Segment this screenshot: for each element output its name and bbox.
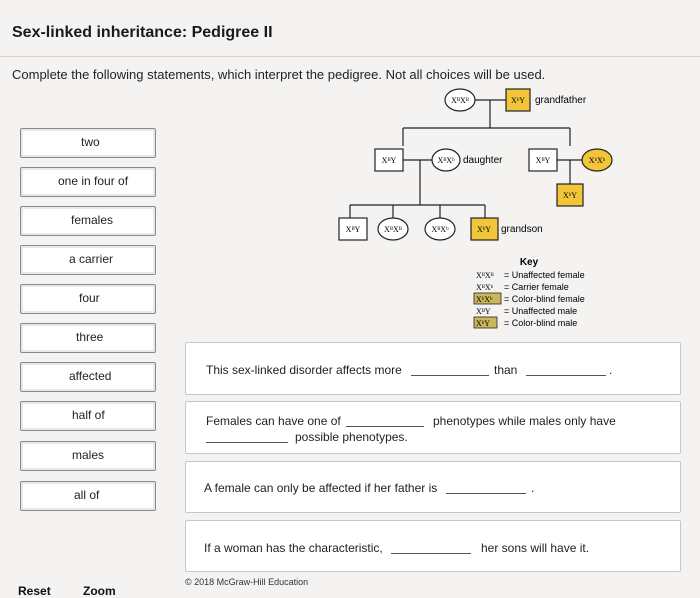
key-genotype: XᴮXᵇ [476,283,494,292]
daughter-label: daughter [463,155,503,166]
choice-label: all of [74,488,100,502]
statement-3-box [185,461,681,513]
daughter-genotype: XᴮXᵇ [437,156,455,165]
choice-label: two [81,135,100,149]
gen3-son-genotype: XᵇY [562,191,578,200]
grandson-genotype: XᵇY [476,225,492,234]
page-title: Sex-linked inheritance: Pedigree II [12,24,273,41]
statement-2-text-a: Females can have one of [206,414,341,428]
gen2-female-genotype: XᵇXᵇ [588,156,606,165]
choice-label: a carrier [69,252,114,266]
zoom-button[interactable]: Zoom [83,584,116,598]
statement-1-blank-2[interactable] [526,375,606,376]
key-desc: = Unaffected female [504,270,585,280]
statement-1-box [185,342,681,395]
choice-label: males [72,448,105,462]
statement-2-box [185,401,681,454]
statement-3-blank-1[interactable] [446,493,526,494]
choice-label: half of [72,408,105,422]
statement-4-text-b: her sons will have it. [481,541,590,555]
choice-all-of[interactable] [20,481,156,511]
grandfather-genotype: XᵇY [510,96,526,105]
gen4-son-genotype: XᴮY [345,225,361,234]
gen2-male-genotype: XᴮY [381,156,397,165]
statement-2-blank-2[interactable] [206,442,288,443]
statement-1-text-c: . [609,363,613,377]
statement-3-text-b: . [531,481,535,495]
choice-males[interactable] [20,441,156,471]
copyright-text: © 2018 McGraw-Hill Education [185,577,309,587]
grandson-label: grandson [501,224,543,235]
statement-4-blank-1[interactable] [391,553,471,554]
choice-label: affected [69,369,112,383]
key-desc: = Color-blind male [504,318,578,328]
reset-button[interactable]: Reset [18,584,51,598]
key-title: Key [519,257,539,268]
key-genotype: XᴮXᴮ [476,271,494,280]
instructions: Complete the following statements, which interpret the pedigree. Not all choices will be used. [12,67,546,82]
choice-label: three [76,330,104,344]
gen4-daughter2-genotype: XᴮXᵇ [431,225,449,234]
statement-1-text-b: than [494,363,518,377]
gen4-daughter1-genotype: XᴮXᴮ [384,225,402,234]
statement-1-blank-1[interactable] [411,375,489,376]
key-genotype: XᴮY [476,307,491,316]
statement-4-box [185,520,681,572]
key-desc: = Carrier female [504,282,569,292]
choice-label: one in four of [58,174,129,188]
statement-1-text-a: This sex-linked disorder affects more [206,363,402,377]
statement-2-blank-1[interactable] [346,426,424,427]
grandfather-label: grandfather [535,95,587,106]
choice-label: females [71,213,114,227]
statement-2-text-b: phenotypes while males only have [433,414,616,428]
key-genotype: XᵇY [476,319,491,328]
statement-2-text-c: possible phenotypes. [295,430,408,444]
key-desc: = Color-blind female [504,294,585,304]
choice-affected[interactable] [20,362,156,392]
choice-half-of[interactable] [20,401,156,431]
gen2-son-genotype: XᴮY [535,156,551,165]
key-genotype: XᵇXᵇ [476,295,493,304]
key-desc: = Unaffected male [504,306,578,316]
statement-3-text-a: A female can only be affected if her father is [204,481,438,495]
statement-4-text-a: If a woman has the characteristic, [204,541,383,555]
grandmother-genotype: XᴮXᴮ [451,96,469,105]
choice-label: four [79,291,100,305]
